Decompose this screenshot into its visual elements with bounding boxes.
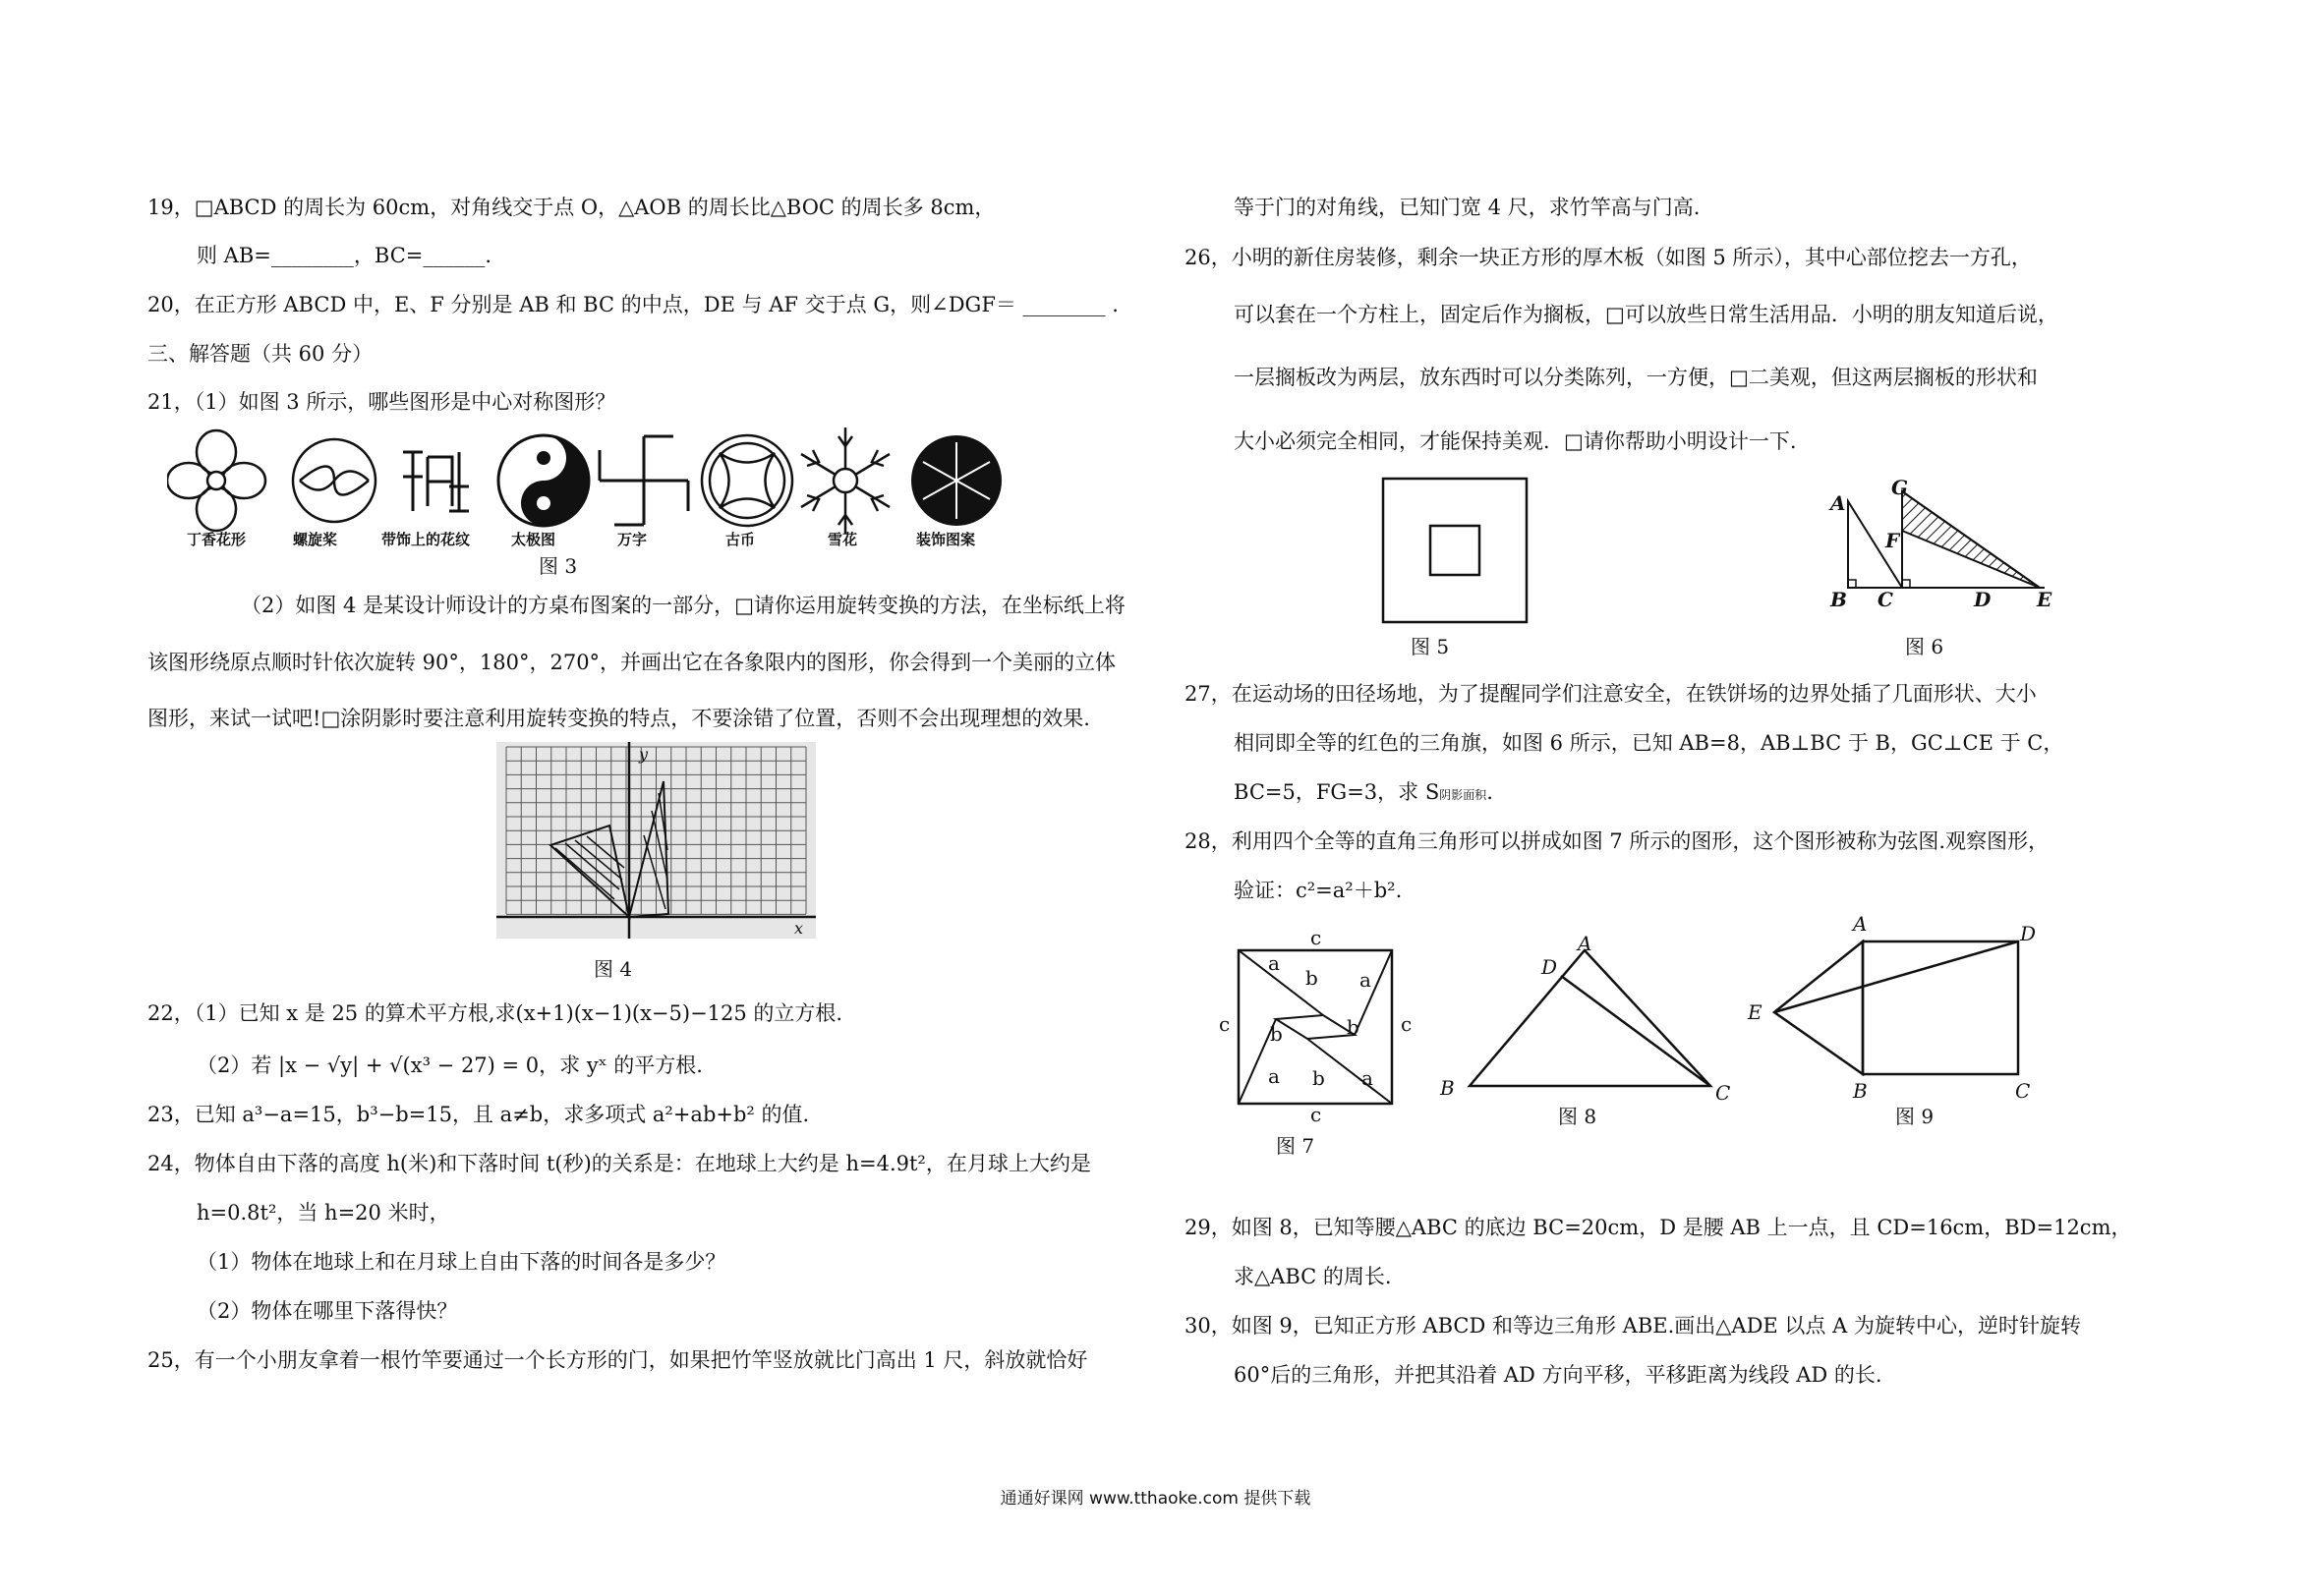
fig3-propeller	[293, 439, 376, 522]
q24-line2: h=0.8t²，当 h=20 米时，	[197, 1201, 450, 1225]
q29-line1: 29，如图 8，已知等腰△ABC 的底边 BC=20cm，D 是腰 AB 上一点，且 CD=16cm，BD=12cm，	[1184, 1216, 2132, 1239]
fig3-ancient-coin	[702, 435, 792, 526]
q26-line4: 大小必须完全相同，才能保持美观．□请你帮助小明设计一下.	[1234, 429, 1797, 453]
q28-line2: 验证：c²=a²＋b².	[1234, 879, 1403, 902]
fig8-caption: 图 8	[1558, 1105, 1597, 1128]
q21-part1: 21，（1）如图 3 所示，哪些图形是中心对称图形？	[147, 390, 616, 414]
fig7-b-2: b	[1270, 1022, 1283, 1046]
fig3-decorative	[911, 435, 1002, 526]
fig3-label-1: 丁香花形	[187, 531, 247, 548]
fig3-label-4: 太极图	[511, 531, 556, 548]
q20-text: 20，在正方形 ABCD 中，E、F 分别是 AB 和 BC 的中点，DE 与 AF 交于点 G，则∠DGF＝ ________ .	[147, 293, 1119, 316]
q27-end: .	[1486, 780, 1493, 804]
q29-line2: 求△ABC 的周长.	[1234, 1265, 1392, 1288]
q22-part2: （2）若 |x − √y| + √(x³ − 27) = 0，求 yˣ 的平方根.	[197, 1054, 703, 1077]
fig7-side-top: c	[1310, 926, 1322, 949]
q25-continuation: 等于门的对角线，已知门宽 4 尺，求竹竿高与门高.	[1234, 196, 1701, 219]
q25-text: 25，有一个小朋友拿着一根竹竿要通过一个长方形的门，如果把竹竿竖放就比门高出 1 尺，斜放就恰好	[147, 1348, 1088, 1372]
fig5-caption: 图 5	[1411, 635, 1450, 658]
fig7-b-3: b	[1347, 1015, 1359, 1039]
fig3-label-5: 万字	[617, 531, 648, 548]
q26-line2: 可以套在一个方柱上，固定后作为搁板，□可以放些日常生活用品．小明的朋友知道后说，	[1234, 303, 2058, 326]
fig3-caption: 图 3	[539, 554, 578, 578]
fig7-side-left: c	[1219, 1012, 1231, 1036]
fig9-label-E: E	[1748, 1000, 1762, 1024]
q26-line3: 一层搁板改为两层，放东西时可以分类陈列，一方便，□二美观，但这两层搁板的形状和	[1234, 366, 2038, 389]
figure-9-square-triangle	[1760, 934, 2025, 1076]
fig7-a-2: a	[1359, 968, 1371, 992]
fig3-wan-character	[600, 436, 688, 525]
q21-part2-line1: （2）如图 4 是某设计师设计的方桌布图案的一部分，□请你运用旋转变换的方法，在坐标纸上将	[241, 594, 1126, 617]
fig3-label-7: 雪花	[828, 531, 858, 548]
q19-line2: 则 AB=________，BC=______.	[197, 244, 492, 267]
section-3-heading: 三、解答题（共 60 分）	[147, 342, 374, 366]
fig7-caption: 图 7	[1276, 1134, 1315, 1158]
fig6-label-G: G	[1891, 476, 1909, 499]
fig6-label-F: F	[1885, 529, 1900, 552]
fig3-ribbon	[403, 452, 469, 511]
figure-5-square-board	[1381, 477, 1529, 624]
figure-6-flags	[1828, 482, 2064, 609]
fig6-label-D: D	[1974, 588, 1992, 611]
q22-part1: 22，（1）已知 x 是 25 的算术平方根,求(x+1)(x−1)(x−5)−125 的立方根.	[147, 1001, 843, 1025]
q27-line3	[1234, 778, 1493, 809]
q28-line1: 28，利用四个全等的直角三角形可以拼成如图 7 所示的图形，这个图形被称为弦图.观察图形，	[1184, 829, 2050, 853]
fig3-clove-flower	[167, 430, 265, 531]
q27-line1: 27，在运动场的田径场地，为了提醒同学们注意安全，在铁饼场的边界处插了几面形状、大小	[1184, 682, 2037, 706]
fig7-a-4: a	[1361, 1066, 1373, 1090]
q24-line1: 24，物体自由下落的高度 h(米)和下落时间 t(秒)的关系是：在地球上大约是 h=4.9t²，在月球上大约是	[147, 1152, 1091, 1175]
footer-source: 通通好课网 www.tthaoke.com 提供下载	[1000, 1489, 1311, 1509]
q21-part2-line3: 图形，来试一试吧!□涂阴影时要注意利用旋转变换的特点，不要涂错了位置，否则不会出现理想的效果.	[147, 707, 1090, 730]
figure-8-isosceles	[1455, 939, 1720, 1096]
fig8-label-A: A	[1578, 932, 1592, 955]
fig6-label-B: B	[1830, 588, 1847, 611]
fig9-label-D: D	[2020, 922, 2037, 945]
fig9-caption: 图 9	[1895, 1105, 1935, 1128]
q30-line2: 60°后的三角形，并把其沿着 AD 方向平移，平移距离为线段 AD 的长.	[1234, 1363, 1882, 1387]
fig8-label-D: D	[1541, 955, 1558, 979]
fig3-snowflake	[801, 428, 890, 534]
fig4-y-axis-label: y	[639, 745, 649, 764]
fig6-caption: 图 6	[1905, 635, 1944, 658]
fig4-x-axis-label: x	[794, 919, 804, 938]
fig6-label-C: C	[1878, 588, 1893, 611]
fig6-label-E: E	[2037, 588, 2052, 611]
q27-subscript: 阴影面积	[1439, 788, 1487, 802]
q21-part2-line2: 该图形绕原点顺时针依次旋转 90°，180°，270°，并画出它在各象限内的图形，你会得到一个美丽的立体	[147, 651, 1117, 674]
q26-line1: 26，小明的新住房装修，剩余一块正方形的厚木板（如图 5 所示），其中心部位挖去一方孔，	[1184, 246, 2032, 269]
fig4-caption: 图 4	[594, 957, 633, 981]
fig7-b-4: b	[1312, 1066, 1325, 1090]
fig9-label-B: B	[1853, 1079, 1868, 1103]
q30-line1: 30，如图 9，已知正方形 ABCD 和等边三角形 ABE.画出△ADE 以点 A 为旋转中心，逆时针旋转	[1184, 1314, 2081, 1338]
fig3-label-2: 螺旋桨	[293, 531, 338, 548]
q27-line2: 相同即全等的红色的三角旗，如图 6 所示，已知 AB=8，AB⊥BC 于 B，GC⊥CE 于 C，	[1234, 731, 2064, 755]
fig7-a-1: a	[1268, 951, 1280, 975]
fig7-a-3: a	[1268, 1064, 1280, 1088]
fig3-label-6: 古币	[725, 531, 756, 548]
q23-text: 23，已知 a³−a=15，b³−b=15，且 a≠b，求多项式 a²+ab+b² 的值.	[147, 1103, 810, 1126]
fig8-label-B: B	[1440, 1076, 1455, 1100]
fig3-taiji	[498, 435, 589, 526]
fig7-side-bottom: c	[1310, 1103, 1322, 1126]
fig7-b-1: b	[1305, 966, 1318, 990]
fig9-label-A: A	[1853, 912, 1868, 936]
fig9-label-C: C	[2015, 1079, 2031, 1103]
figure-4-grid	[496, 742, 816, 939]
q27-text: BC=5，FG=3，求 S	[1234, 780, 1440, 804]
fig3-label-3: 带饰上的花纹	[381, 531, 471, 548]
fig8-label-C: C	[1715, 1081, 1731, 1105]
q24-part2: （2）物体在哪里下落得快？	[197, 1299, 458, 1323]
fig7-side-right: c	[1401, 1012, 1413, 1036]
fig3-label-8: 装饰图案	[916, 531, 976, 548]
q24-part1: （1）物体在地球上和在月球上自由下落的时间各是多少？	[197, 1250, 726, 1274]
fig6-label-A: A	[1830, 491, 1846, 515]
q19-line1: 19，□ABCD 的周长为 60cm，对角线交于点 O，△AOB 的周长比△BOC 的周长多 8cm，	[147, 196, 996, 219]
